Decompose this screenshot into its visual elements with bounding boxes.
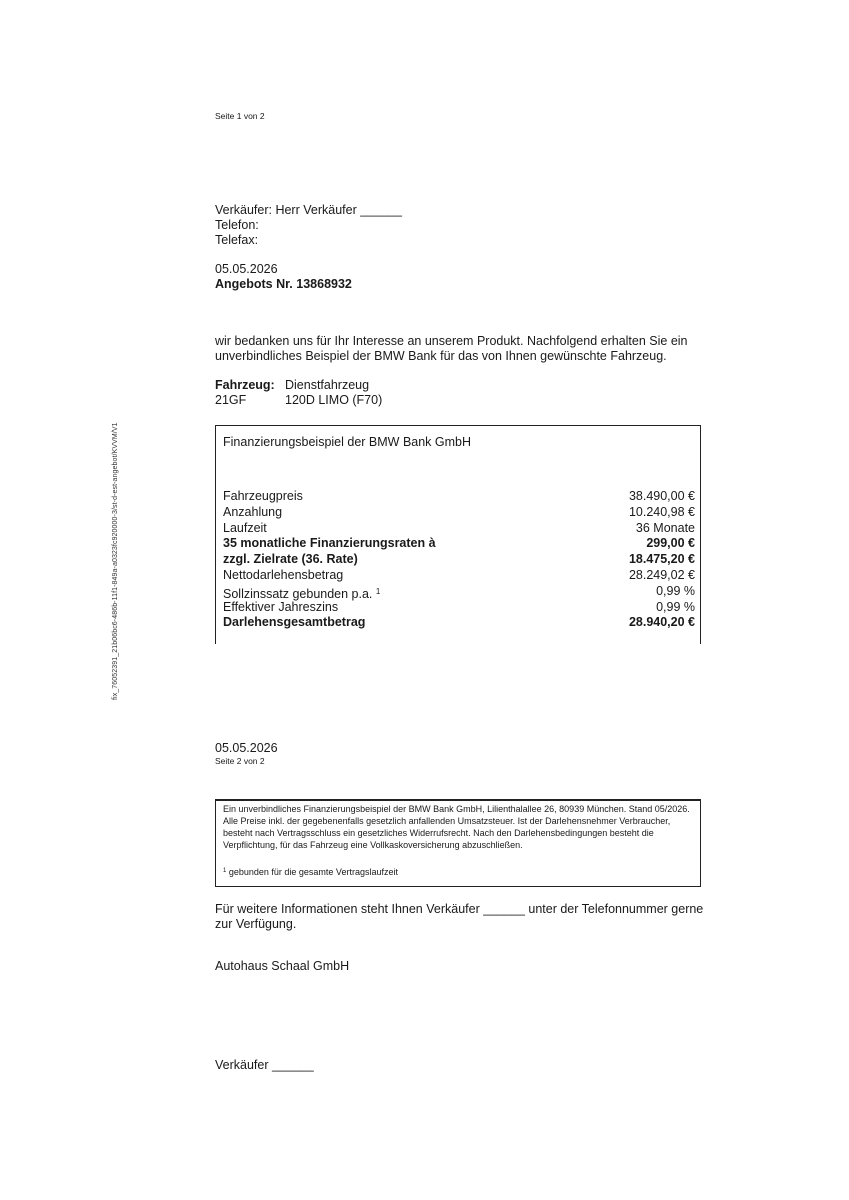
financing-row-label — [223, 505, 282, 521]
financing-row-label — [223, 615, 365, 631]
financing-row-label — [223, 568, 343, 584]
date-page-2: 05.05.2026 — [215, 741, 278, 755]
fax-line: Telefax: — [215, 233, 259, 247]
financing-row-value: 28.249,02 € — [628, 567, 695, 582]
financing-row-label-text: Darlehensgesamtbetrag — [223, 615, 366, 630]
offer-date: 05.05.2026 — [215, 262, 278, 276]
contact-block — [215, 203, 402, 248]
signature-line: Verkäufer ______ — [215, 1058, 314, 1072]
intro-line-1: wir bedanken uns für Ihr Interesse an unserem Produkt. Nachfolgend erhalten Sie ein — [215, 334, 688, 348]
financing-row-value: 18.475,20 € — [628, 552, 695, 567]
offer-number: Angebots Nr. 13868932 — [215, 277, 352, 291]
financing-row-value: 38.490,00 € — [628, 489, 695, 503]
financing-row-label-text: zzgl. Zielrate (36. Rate) — [223, 552, 358, 567]
footnote-reference: 1 — [375, 586, 381, 596]
vehicle-label: Fahrzeug: — [215, 378, 275, 392]
financing-row-label — [223, 600, 338, 616]
financing-row — [223, 615, 695, 631]
financing-row — [223, 489, 695, 505]
financing-row-value: 36 Monate — [635, 520, 695, 535]
vehicle-type: Dienstfahrzeug — [285, 378, 370, 392]
vehicle-code: 21GF — [215, 393, 247, 407]
financing-row-label-text: Fahrzeugpreis — [223, 489, 303, 503]
financing-row-value: 299,00 € — [646, 536, 695, 551]
footnote-mark: 1 — [223, 868, 227, 874]
financing-row — [223, 521, 695, 537]
financing-row-value: 28.940,20 € — [628, 615, 695, 630]
financing-row — [223, 552, 695, 568]
financing-row-label-text: Nettodarlehensbetrag — [223, 567, 344, 582]
financing-row-label-text: 35 monatliche Finanzierungsraten à — [223, 536, 436, 551]
vehicle-block — [215, 378, 382, 408]
page-number-header-2: Seite 2 von 2 — [215, 756, 265, 766]
vehicle-model: 120D LIMO (F70) — [285, 393, 383, 407]
financing-title: Finanzierungsbeispiel der BMW Bank GmbH — [223, 435, 472, 449]
seller-line: Verkäufer: Herr Verkäufer ______ — [215, 203, 402, 217]
page-number-header: Seite 1 von 2 — [215, 111, 265, 121]
footnote-text: gebunden für die gesamte Vertragslaufzeit — [228, 867, 398, 877]
financing-row-label — [223, 584, 380, 600]
financing-row — [223, 505, 695, 521]
financing-row — [223, 600, 695, 616]
financing-row-value: 10.240,98 € — [628, 504, 695, 519]
financing-row — [223, 584, 695, 600]
financing-row — [223, 568, 695, 584]
company-name: Autohaus Schaal GmbH — [215, 959, 350, 973]
financing-row-label-text: Sollzinssatz gebunden p.a. — [223, 586, 373, 601]
phone-line: Telefon: — [215, 218, 259, 232]
financing-row-label — [223, 536, 436, 552]
financing-table — [223, 489, 695, 631]
financing-row-label — [223, 521, 267, 537]
info-line-2: zur Verfügung. — [215, 917, 297, 931]
financing-row-label — [223, 489, 303, 505]
financing-row-label-text: Anzahlung — [223, 504, 283, 519]
financing-row-value: 0,99 % — [656, 599, 695, 614]
financing-row-value: 0,99 % — [656, 583, 695, 598]
financing-row-label-text: Effektiver Jahreszins — [223, 599, 339, 614]
legal-notice-text: Ein unverbindliches Finanzierungsbeispiel der BMW Bank GmbH, Lilienthalallee 26, 80939 München. Stand 05/2026. Alle Preise inkl. der gegebenenfalls gesetzlich anfallenden Umsatzsteuer. Ist der Darlehensnehmer Verbraucher, besteht nach Vertragsschluss ein gesetzliches Widerrufsrecht. Nach den Darlehensbedingungen besteht die Verpflichtung, für das Fahrzeug eine Vollkaskoversicherung abzuschließen. — [223, 804, 690, 850]
intro-text — [215, 334, 688, 364]
info-line-1: Für weitere Informationen steht Ihnen Verkäufer ______ unter der Telefonnummer gerne — [215, 902, 704, 916]
financing-row-label — [223, 552, 358, 568]
info-text — [215, 902, 703, 932]
intro-line-2: unverbindliches Beispiel der BMW Bank für das von Ihnen gewünschte Fahrzeug. — [215, 349, 667, 363]
footnote — [223, 867, 398, 877]
financing-box — [215, 425, 701, 644]
legal-notice-box — [215, 799, 701, 887]
document-reference-code: fix_76052391_21b06bc6-486b-11f1-849a-a0323fc920000-3/st-d-est-angebot/KVVM/V1 — [112, 422, 119, 700]
financing-row — [223, 536, 695, 552]
financing-row-label-text: Laufzeit — [223, 520, 267, 535]
